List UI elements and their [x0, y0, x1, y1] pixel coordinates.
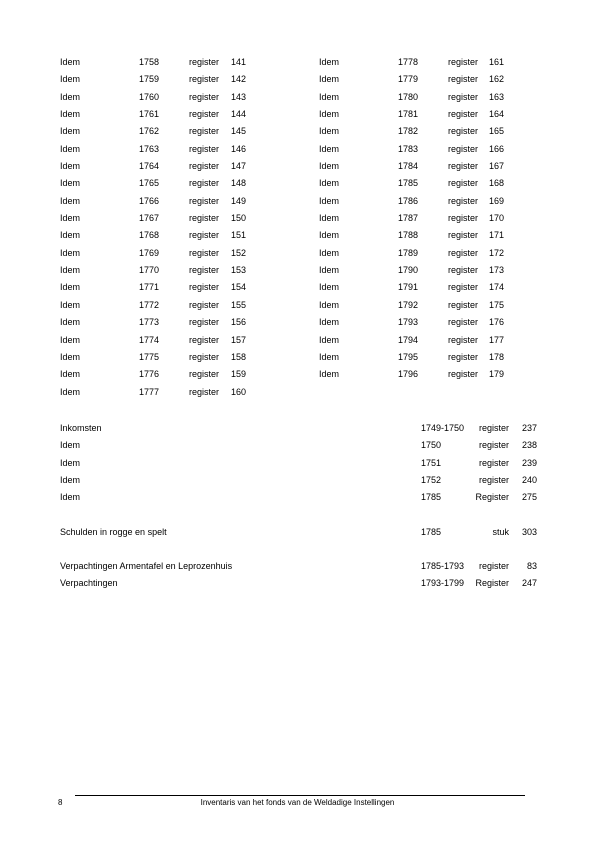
list-item [60, 161, 300, 178]
item-type: register [448, 91, 479, 102]
list-item [319, 213, 559, 230]
item-number: 162 [489, 74, 505, 85]
item-title: Idem [60, 74, 81, 85]
item-title: Idem [319, 91, 340, 102]
entry-type: register [478, 457, 509, 468]
item-number: 149 [231, 195, 247, 206]
item-type: register [448, 213, 479, 224]
item-year: 1780 [398, 91, 419, 102]
entry-year: 1749-1750 [421, 423, 465, 433]
item-title: Idem [319, 230, 340, 241]
item-year: 1766 [139, 195, 160, 206]
item-title: Idem [319, 369, 340, 380]
item-type: register [448, 178, 479, 189]
item-number: 161 [489, 57, 505, 67]
item-number: 179 [489, 369, 505, 380]
list-item [319, 352, 559, 369]
item-number: 172 [489, 247, 505, 258]
entry-year: 1785 [421, 492, 442, 503]
list-item [319, 126, 559, 143]
entry-title: Idem [60, 440, 81, 451]
list-item [319, 109, 559, 126]
item-title: Idem [60, 369, 81, 380]
item-title: Idem [60, 265, 81, 276]
item-title: Idem [319, 143, 340, 154]
item-number: 171 [489, 230, 505, 241]
list-item [60, 230, 300, 247]
item-title: Idem [60, 317, 81, 328]
entry-year: 1750 [421, 440, 442, 451]
item-year: 1768 [139, 230, 160, 241]
item-title: Idem [319, 334, 340, 345]
list-item [319, 144, 559, 161]
list-item [60, 144, 300, 161]
item-type: register [448, 126, 479, 137]
schulden-section [60, 527, 537, 544]
entry-year: 1793-1799 [421, 578, 465, 589]
item-title: Idem [319, 178, 340, 189]
item-number: 178 [489, 351, 505, 362]
item-type: register [189, 265, 220, 276]
entry-row [60, 561, 537, 578]
entry-row [60, 475, 537, 492]
item-year: 1764 [139, 161, 160, 172]
item-title: Idem [60, 91, 81, 102]
item-title: Idem [60, 109, 81, 120]
entry-title: Idem [60, 492, 81, 503]
item-year: 1770 [139, 265, 160, 276]
item-year: 1791 [398, 282, 419, 293]
item-number: 159 [231, 369, 247, 380]
item-title: Idem [60, 351, 81, 362]
item-number: 147 [231, 161, 247, 172]
item-type: register [189, 351, 220, 362]
entry-number: 238 [521, 440, 537, 451]
entry-year: 1752 [421, 474, 442, 485]
item-title: Idem [60, 161, 81, 172]
item-title: Idem [60, 299, 81, 310]
entry-type: register [478, 440, 509, 451]
list-item [319, 196, 559, 213]
list-item [319, 317, 559, 334]
item-number: 167 [489, 161, 505, 172]
entry-number: 247 [521, 578, 537, 589]
right-column-list [319, 57, 559, 387]
entry-row [60, 527, 537, 544]
item-type: register [189, 386, 220, 397]
entry-row [60, 423, 537, 440]
item-type: register [189, 74, 220, 85]
item-type: register [448, 351, 479, 362]
item-number: 143 [231, 91, 247, 102]
item-number: 170 [489, 213, 505, 224]
entry-type: register [478, 474, 509, 485]
item-title: Idem [319, 299, 340, 310]
item-number: 146 [231, 143, 247, 154]
list-item [319, 369, 559, 386]
list-item [60, 213, 300, 230]
item-year: 1767 [139, 213, 160, 224]
list-item [60, 282, 300, 299]
item-number: 155 [231, 299, 247, 310]
list-item [60, 369, 300, 386]
footer-divider [75, 795, 525, 796]
item-year: 1788 [398, 230, 419, 241]
item-type: register [448, 230, 479, 241]
item-number: 145 [231, 126, 247, 137]
entry-row [60, 458, 537, 475]
item-title: Idem [60, 143, 81, 154]
footer-title: Inventaris van het fonds van de Weldadige Instellingen [200, 798, 395, 807]
item-type: register [448, 57, 479, 67]
item-type: register [189, 230, 220, 241]
item-number: 177 [489, 334, 505, 345]
item-year: 1785 [398, 178, 419, 189]
list-item [60, 352, 300, 369]
item-year: 1784 [398, 161, 419, 172]
item-type: register [189, 282, 220, 293]
item-title: Idem [319, 282, 340, 293]
entry-type: register [478, 423, 509, 433]
item-title: Idem [60, 386, 81, 397]
item-number: 151 [231, 230, 247, 241]
item-year: 1789 [398, 247, 419, 258]
item-type: register [448, 143, 479, 154]
item-type: register [448, 195, 479, 206]
item-title: Idem [60, 195, 81, 206]
item-number: 165 [489, 126, 505, 137]
item-number: 164 [489, 109, 505, 120]
entry-type: stuk [492, 527, 509, 537]
item-type: register [448, 369, 479, 380]
item-year: 1774 [139, 334, 160, 345]
entry-title: Idem [60, 474, 81, 485]
item-type: register [189, 57, 220, 67]
inkomsten-section [60, 423, 537, 509]
entry-number: 303 [521, 527, 537, 537]
item-title: Idem [319, 195, 340, 206]
item-type: register [189, 334, 220, 345]
item-year: 1763 [139, 143, 160, 154]
item-year: 1779 [398, 74, 419, 85]
list-item [319, 230, 559, 247]
item-number: 173 [489, 265, 505, 276]
entry-row [60, 440, 537, 457]
entry-year: 1785 [421, 527, 442, 537]
list-item [319, 265, 559, 282]
item-number: 150 [231, 213, 247, 224]
list-item [319, 92, 559, 109]
list-item [319, 74, 559, 91]
item-type: register [189, 178, 220, 189]
item-number: 163 [489, 91, 505, 102]
entry-number: 237 [521, 423, 537, 433]
page-number: 8 [58, 798, 63, 807]
item-title: Idem [60, 247, 81, 258]
item-type: register [448, 282, 479, 293]
list-item [60, 300, 300, 317]
list-item [60, 74, 300, 91]
item-number: 157 [231, 334, 247, 345]
item-type: register [448, 317, 479, 328]
item-year: 1776 [139, 369, 160, 380]
list-item [60, 92, 300, 109]
item-number: 168 [489, 178, 505, 189]
item-type: register [448, 247, 479, 258]
item-title: Idem [60, 57, 81, 67]
list-item [319, 57, 559, 74]
item-year: 1771 [139, 282, 160, 293]
entry-year: 1751 [421, 457, 442, 468]
item-year: 1773 [139, 317, 160, 328]
item-type: register [189, 299, 220, 310]
item-title: Idem [60, 334, 81, 345]
item-year: 1772 [139, 299, 160, 310]
list-item [319, 161, 559, 178]
item-year: 1790 [398, 265, 419, 276]
item-year: 1795 [398, 351, 419, 362]
item-type: register [448, 334, 479, 345]
item-title: Idem [319, 109, 340, 120]
entry-title: Idem [60, 457, 81, 468]
item-number: 156 [231, 317, 247, 328]
item-type: register [189, 213, 220, 224]
item-year: 1777 [139, 386, 160, 397]
list-item [60, 126, 300, 143]
item-title: Idem [319, 161, 340, 172]
list-item [60, 248, 300, 265]
item-number: 166 [489, 143, 505, 154]
item-title: Idem [60, 126, 81, 137]
item-title: Idem [319, 57, 340, 67]
entry-number: 240 [521, 474, 537, 485]
item-title: Idem [319, 126, 340, 137]
item-type: register [448, 299, 479, 310]
item-year: 1761 [139, 109, 160, 120]
item-year: 1765 [139, 178, 160, 189]
item-type: register [189, 369, 220, 380]
list-item [60, 387, 300, 404]
item-number: 176 [489, 317, 505, 328]
list-item [319, 178, 559, 195]
entry-year: 1785-1793 [421, 561, 465, 571]
item-title: Idem [319, 351, 340, 362]
entry-row [60, 578, 537, 595]
left-column-list [60, 57, 300, 404]
list-item [60, 109, 300, 126]
item-type: register [448, 109, 479, 120]
list-item [319, 248, 559, 265]
item-type: register [448, 74, 479, 85]
item-number: 154 [231, 282, 247, 293]
item-type: register [189, 126, 220, 137]
item-number: 144 [231, 109, 247, 120]
item-number: 174 [489, 282, 505, 293]
entry-type: Register [475, 578, 509, 589]
item-year: 1762 [139, 126, 160, 137]
item-number: 158 [231, 351, 247, 362]
list-item [60, 196, 300, 213]
entry-title: Inkomsten [60, 423, 102, 433]
item-year: 1760 [139, 91, 160, 102]
item-type: register [189, 195, 220, 206]
item-year: 1793 [398, 317, 419, 328]
item-year: 1787 [398, 213, 419, 224]
item-year: 1758 [139, 57, 160, 67]
item-year: 1778 [398, 57, 419, 67]
entry-type: Register [475, 492, 509, 503]
item-year: 1796 [398, 369, 419, 380]
entry-number: 275 [521, 492, 537, 503]
item-title: Idem [319, 265, 340, 276]
item-type: register [189, 161, 220, 172]
item-number: 148 [231, 178, 247, 189]
item-title: Idem [319, 213, 340, 224]
verpachtingen-section [60, 561, 537, 596]
entry-title: Schulden in rogge en spelt [60, 527, 167, 537]
item-type: register [189, 247, 220, 258]
item-type: register [448, 161, 479, 172]
list-item [319, 335, 559, 352]
item-number: 142 [231, 74, 247, 85]
item-number: 160 [231, 386, 247, 397]
item-year: 1792 [398, 299, 419, 310]
entry-title: Verpachtingen Armentafel en Leprozenhuis [60, 561, 233, 571]
item-number: 169 [489, 195, 505, 206]
list-item [60, 335, 300, 352]
item-title: Idem [319, 247, 340, 258]
item-number: 153 [231, 265, 247, 276]
entry-type: register [478, 561, 509, 571]
item-year: 1781 [398, 109, 419, 120]
item-year: 1759 [139, 74, 160, 85]
list-item [60, 178, 300, 195]
item-type: register [189, 109, 220, 120]
item-title: Idem [60, 178, 81, 189]
item-number: 141 [231, 57, 247, 67]
list-item [60, 317, 300, 334]
item-number: 152 [231, 247, 247, 258]
item-year: 1794 [398, 334, 419, 345]
item-year: 1786 [398, 195, 419, 206]
item-year: 1783 [398, 143, 419, 154]
list-item [60, 57, 300, 74]
list-item [319, 282, 559, 299]
item-type: register [189, 91, 220, 102]
item-title: Idem [60, 282, 81, 293]
item-number: 175 [489, 299, 505, 310]
item-title: Idem [319, 74, 340, 85]
item-year: 1775 [139, 351, 160, 362]
entry-row [60, 492, 537, 509]
item-title: Idem [60, 213, 81, 224]
list-item [319, 300, 559, 317]
item-title: Idem [319, 317, 340, 328]
item-year: 1769 [139, 247, 160, 258]
item-title: Idem [60, 230, 81, 241]
list-item [60, 265, 300, 282]
entry-number: 83 [526, 561, 537, 571]
item-type: register [189, 143, 220, 154]
entry-number: 239 [521, 457, 537, 468]
item-type: register [189, 317, 220, 328]
item-year: 1782 [398, 126, 419, 137]
item-type: register [448, 265, 479, 276]
entry-title: Verpachtingen [60, 578, 118, 589]
